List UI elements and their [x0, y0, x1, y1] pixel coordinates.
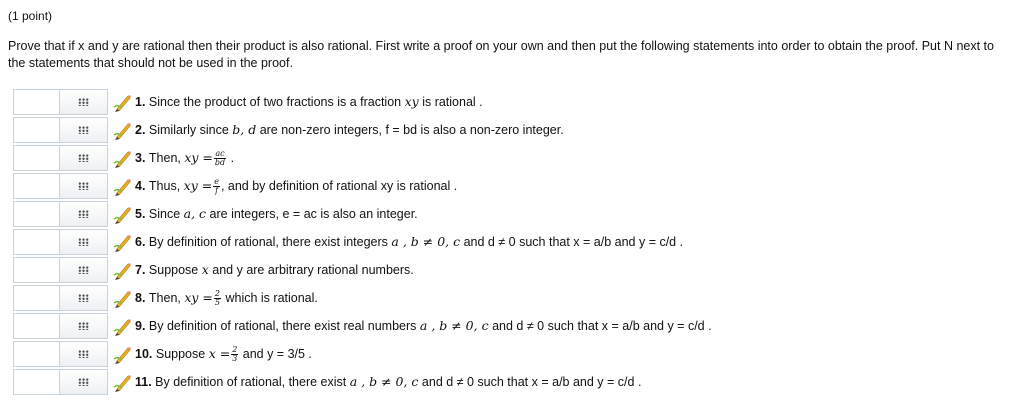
statement-math: xy — [404, 94, 419, 109]
drag-handle[interactable] — [59, 173, 108, 199]
statement-row — [13, 172, 1013, 200]
fraction — [213, 178, 220, 195]
statement-post: . — [227, 151, 235, 165]
fraction-denominator: 3 — [232, 354, 238, 364]
statement-number: 1. — [135, 95, 149, 109]
statement-number: 4. — [135, 179, 149, 193]
statement-pre: Since — [148, 207, 184, 221]
statement-row — [13, 340, 1013, 368]
fraction-denominator: 5 — [214, 298, 220, 308]
drag-grip-icon — [78, 322, 89, 330]
order-input[interactable] — [13, 173, 59, 199]
pencil-icon — [113, 260, 131, 280]
statement-pre: Suppose — [148, 263, 202, 277]
order-input[interactable] — [13, 341, 59, 367]
statement-text — [135, 150, 234, 167]
order-input[interactable] — [13, 89, 59, 115]
statement-math: xy = — [184, 290, 213, 305]
question-prompt: Prove that if x and y are rational then their product is also rational. First write a proof on your own and then put the following statements into order to obtain the proof. Put N next to the statements that should not be used in the proof. — [8, 39, 994, 70]
fraction-numerator: e — [214, 177, 219, 187]
drag-handle[interactable] — [59, 201, 108, 227]
fraction — [231, 346, 238, 363]
drag-handle[interactable] — [59, 313, 108, 339]
statement-pre: By definition of rational, there exist real numbers — [148, 319, 420, 333]
order-input[interactable] — [13, 117, 59, 143]
statement-list — [13, 88, 1013, 396]
order-input[interactable] — [13, 201, 59, 227]
order-input[interactable] — [13, 257, 59, 283]
drag-grip-icon — [78, 98, 89, 106]
statement-text — [135, 374, 641, 389]
statement-row — [13, 256, 1013, 284]
statement-number: 11. — [135, 375, 156, 389]
statement-math: xy = — [183, 178, 213, 193]
statement-post: and d ≠ 0 such that x = a/b and y = c/d . — [460, 235, 684, 249]
statement-number: 6. — [135, 235, 149, 249]
drag-grip-icon — [78, 182, 89, 190]
statement-text — [135, 206, 418, 221]
fraction — [214, 150, 226, 167]
statement-row — [13, 116, 1013, 144]
drag-grip-icon — [78, 294, 89, 302]
statement-math: xy = — [184, 150, 213, 165]
pencil-icon — [113, 316, 131, 336]
drag-handle[interactable] — [59, 285, 108, 311]
drag-grip-icon — [78, 350, 89, 358]
statement-pre: Suppose — [155, 347, 209, 361]
statement-row — [13, 88, 1013, 116]
statement-math: a, c — [183, 206, 207, 221]
statement-number: 3. — [135, 151, 149, 165]
statement-number: 9. — [135, 319, 149, 333]
statement-math: a , b ≠ 0, c — [391, 234, 461, 249]
statement-post: and d ≠ 0 such that x = a/b and y = c/d . — [418, 375, 642, 389]
drag-grip-icon — [78, 266, 89, 274]
statement-row — [13, 284, 1013, 312]
pencil-icon — [113, 204, 131, 224]
pencil-icon — [113, 92, 131, 112]
statement-pre: Then, — [148, 151, 185, 165]
pencil-icon — [113, 344, 131, 364]
statement-text — [135, 234, 683, 249]
drag-grip-icon — [78, 210, 89, 218]
statement-text — [135, 290, 318, 307]
drag-grip-icon — [78, 378, 89, 386]
statement-post: , and by definition of rational xy is rational . — [220, 179, 458, 193]
statement-pre: Similarly since — [148, 123, 233, 137]
statement-row — [13, 228, 1013, 256]
order-input[interactable] — [13, 313, 59, 339]
statement-row — [13, 144, 1013, 172]
statement-post: and y are arbitrary rational numbers. — [208, 263, 414, 277]
drag-handle[interactable] — [59, 117, 108, 143]
drag-handle[interactable] — [59, 89, 108, 115]
drag-handle[interactable] — [59, 341, 108, 367]
statement-text — [135, 178, 457, 195]
drag-handle[interactable] — [59, 145, 108, 171]
statement-text — [135, 262, 414, 277]
statement-number: 10. — [135, 347, 156, 361]
statement-pre: By definition of rational, there exist — [155, 375, 350, 389]
fraction-numerator: ac — [215, 149, 225, 159]
drag-grip-icon — [78, 154, 89, 162]
statement-row — [13, 200, 1013, 228]
statement-number: 7. — [135, 263, 149, 277]
statement-post: and y = 3/5 . — [239, 347, 312, 361]
pencil-icon — [113, 148, 131, 168]
statement-post: and d ≠ 0 such that x = a/b and y = c/d . — [488, 319, 712, 333]
pencil-icon — [113, 176, 131, 196]
statement-math: a , b ≠ 0, c — [349, 374, 419, 389]
pencil-icon — [113, 232, 131, 252]
statement-post: is rational . — [418, 95, 483, 109]
statement-pre: By definition of rational, there exist integers — [148, 235, 392, 249]
fraction-denominator: bd — [214, 158, 226, 168]
statement-post: which is rational. — [222, 291, 318, 305]
statement-number: 5. — [135, 207, 149, 221]
statement-text — [135, 346, 312, 363]
statement-post: are integers, e = ac is also an integer. — [206, 207, 418, 221]
order-input[interactable] — [13, 145, 59, 171]
statement-number: 2. — [135, 123, 149, 137]
statement-math: x = — [208, 346, 231, 361]
statement-row — [13, 312, 1013, 340]
fraction — [214, 290, 221, 307]
statement-math: b, d — [232, 122, 257, 137]
drag-grip-icon — [78, 238, 89, 246]
statement-post: are non-zero integers, f = bd is also a non-zero integer. — [256, 123, 564, 137]
drag-grip-icon — [78, 126, 89, 134]
statement-text — [135, 318, 712, 333]
drag-handle[interactable] — [59, 257, 108, 283]
statement-pre: Then, — [148, 291, 185, 305]
fraction-denominator: f — [215, 186, 219, 196]
fraction-numerator: 2 — [232, 345, 238, 355]
drag-handle[interactable] — [59, 229, 108, 255]
statement-text — [135, 122, 564, 137]
drag-handle[interactable] — [59, 369, 108, 395]
order-input[interactable] — [13, 285, 59, 311]
statement-pre: Thus, — [148, 179, 184, 193]
statement-math: a , b ≠ 0, c — [419, 318, 489, 333]
pencil-icon — [113, 372, 131, 392]
statement-math: x — [201, 262, 209, 277]
order-input[interactable] — [13, 229, 59, 255]
order-input[interactable] — [13, 369, 59, 395]
statement-text — [135, 94, 483, 109]
points-label: (1 point) — [8, 9, 53, 23]
statement-pre: Since the product of two fractions is a fraction — [148, 95, 405, 109]
statement-number: 8. — [135, 291, 149, 305]
statement-row — [13, 368, 1013, 396]
pencil-icon — [113, 288, 131, 308]
pencil-icon — [113, 120, 131, 140]
fraction-numerator: 2 — [214, 289, 220, 299]
